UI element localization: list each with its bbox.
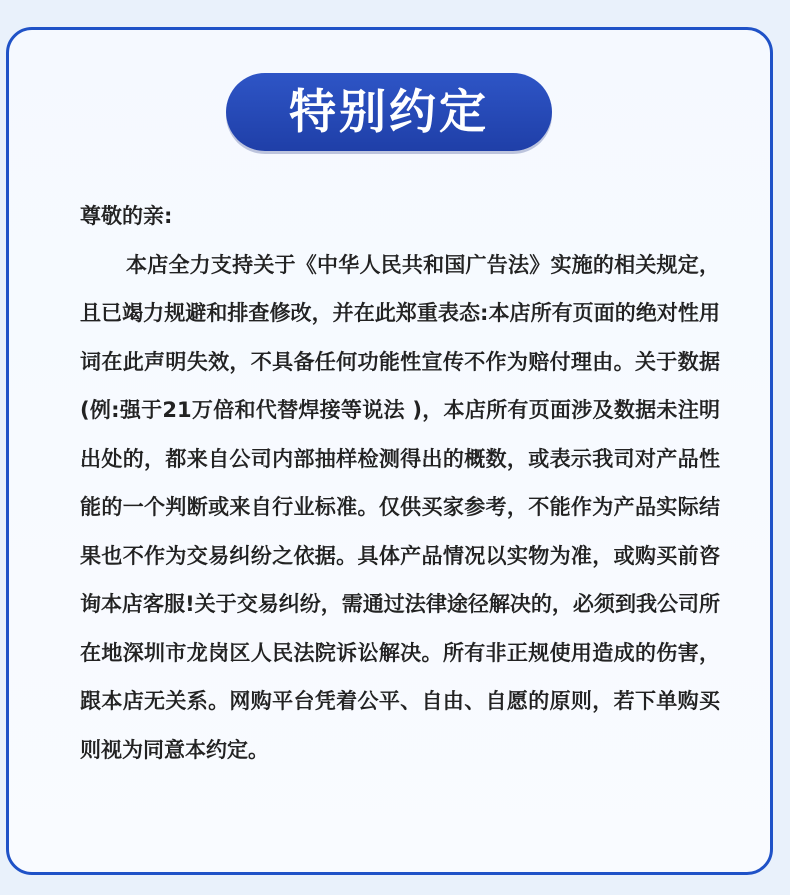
page-title: 特别约定 bbox=[289, 84, 489, 140]
title-banner bbox=[226, 73, 552, 151]
notice-content bbox=[80, 192, 720, 774]
notice-paragraph: 本店全力支持关于《中华人民共和国广告法》实施的相关规定，且已竭力规避和排查修改，并在此郑重表态:本店所有页面的绝对性用词在此声明失效，不具备任何功能性宣传不作为赔付理由。关于数据(例:强于21万倍和代替焊接等说法 )，本店所有页面涉及数据未注明出处的，都来自公司内部抽样检测得出的概数，或表示我司对产品性能的一个判断或来自行业标准。仅供买家参考，不能作为产品实际结果也不作为交易纠纷之依据。具体产品情况以实物为准，或购买前咨询本店客服!关于交易纠纷，需通过法律途径解决的，必须到我公司所在地深圳市龙岗区人民法院诉讼解决。所有非正规使用造成的伤害，跟本店无关系。网购平台凭着公平、自由、自愿的原则，若下单购买则视为同意本约定。 bbox=[80, 252, 720, 762]
greeting-text: 尊敬的亲: bbox=[80, 204, 173, 228]
